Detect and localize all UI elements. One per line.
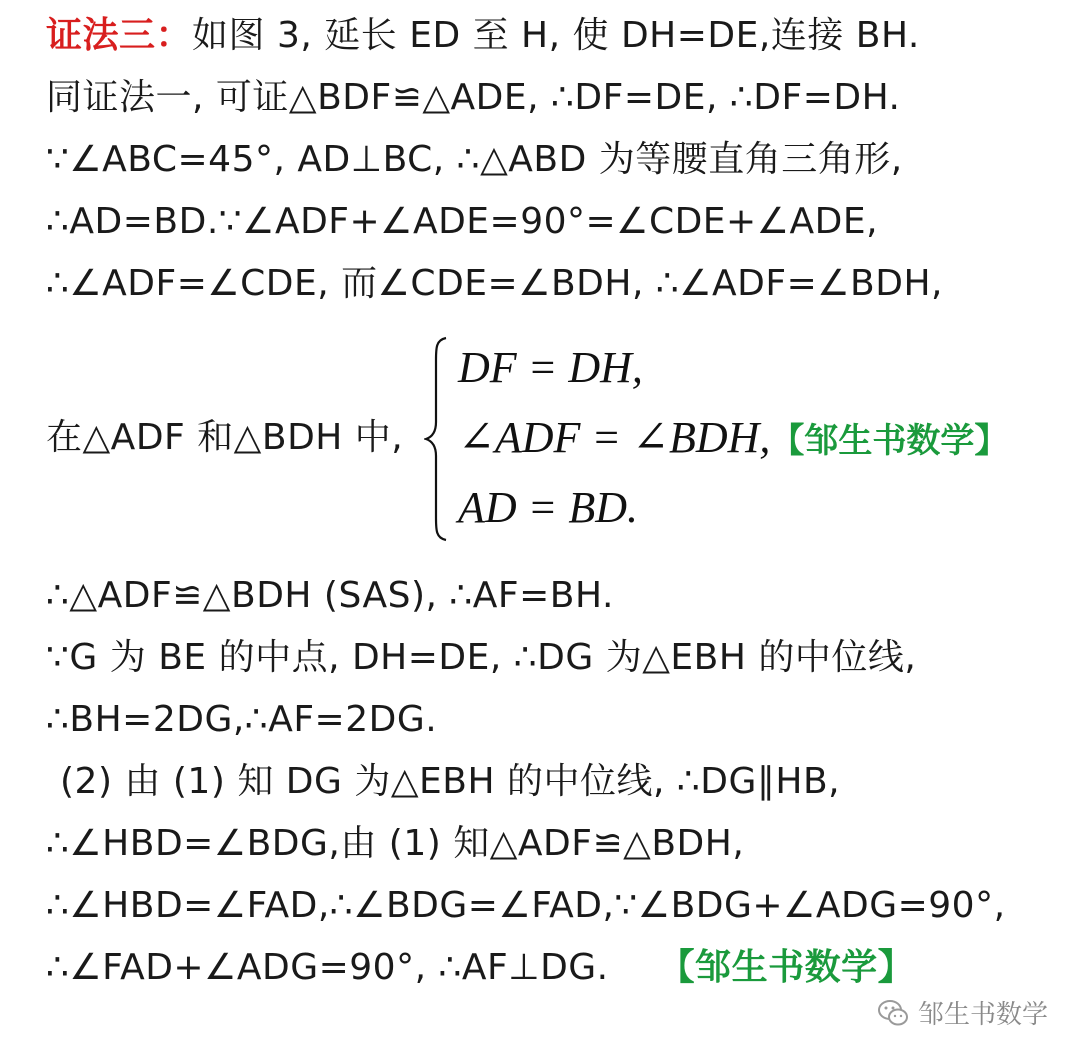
proof-line-9 [60, 758, 840, 806]
line-text: ∴∠ADF=∠CDE, 而∠CDE=∠BDH, ∴∠ADF=∠BDH, [46, 263, 943, 304]
line-text: (2) 由 (1) 知 DG 为△EBH 的中位线, ∴DG∥HB, [60, 761, 841, 802]
proof-line-12 [46, 944, 914, 992]
line-text: ∴AD=BD.∵∠ADF+∠ADE=90°=∠CDE+∠ADE, [46, 201, 879, 242]
proof-line-3 [46, 136, 903, 184]
brand-tag: 【邹生书数学】 [658, 947, 915, 988]
proof-line-10 [46, 820, 744, 868]
line-text: ∵G 为 BE 的中点, DH=DE, ∴DG 为△EBH 的中位线, [46, 637, 917, 678]
equation-2 [458, 410, 1008, 469]
left-brace-icon [424, 336, 448, 542]
brand-tag: 【邹生书数学】 [770, 421, 1009, 461]
line-text: ∵∠ABC=45°, AD⊥BC, ∴△ABD 为等腰直角三角形, [46, 139, 903, 180]
watermark [876, 994, 1048, 1031]
line-text: ∴△ADF≌△BDH (SAS), ∴AF=BH. [46, 575, 614, 616]
wechat-icon [876, 996, 910, 1030]
line-text: 同证法一, 可证△BDF≌△ADE, ∴DF=DE, ∴DF=DH. [46, 77, 901, 118]
proof-line-8 [46, 696, 437, 744]
proof-line-1 [46, 12, 920, 60]
line-text: 如图 3, 延长 ED 至 H, 使 DH=DE,连接 BH. [192, 15, 920, 56]
equation-3: AD = BD. [458, 483, 638, 532]
proof-line-4 [46, 198, 878, 246]
watermark-text: 邹生书数学 [917, 1000, 1048, 1030]
proof-line-6 [46, 572, 614, 620]
line-text: ∴∠HBD=∠FAD,∴∠BDG=∠FAD,∵∠BDG+∠ADG=90°, [46, 885, 1006, 926]
line-text: ∴BH=2DG,∴AF=2DG. [46, 699, 438, 740]
line-text: 在△ADF 和△BDH 中, [46, 417, 404, 458]
system-intro [46, 414, 403, 462]
method-heading: 证法三： [46, 15, 193, 56]
line-text: ∴∠HBD=∠BDG,由 (1) 知△ADF≌△BDH, [46, 823, 745, 864]
proof-line-11 [46, 882, 1006, 930]
line-text: ∴∠FAD+∠ADG=90°, ∴AF⊥DG. [46, 947, 609, 988]
equation-1: DF = DH, [458, 343, 643, 392]
equation-text: ∠ADF = ∠BDH, [458, 413, 771, 462]
proof-line-2 [46, 74, 900, 122]
proof-line-7 [46, 634, 916, 682]
proof-line-5 [46, 260, 943, 308]
